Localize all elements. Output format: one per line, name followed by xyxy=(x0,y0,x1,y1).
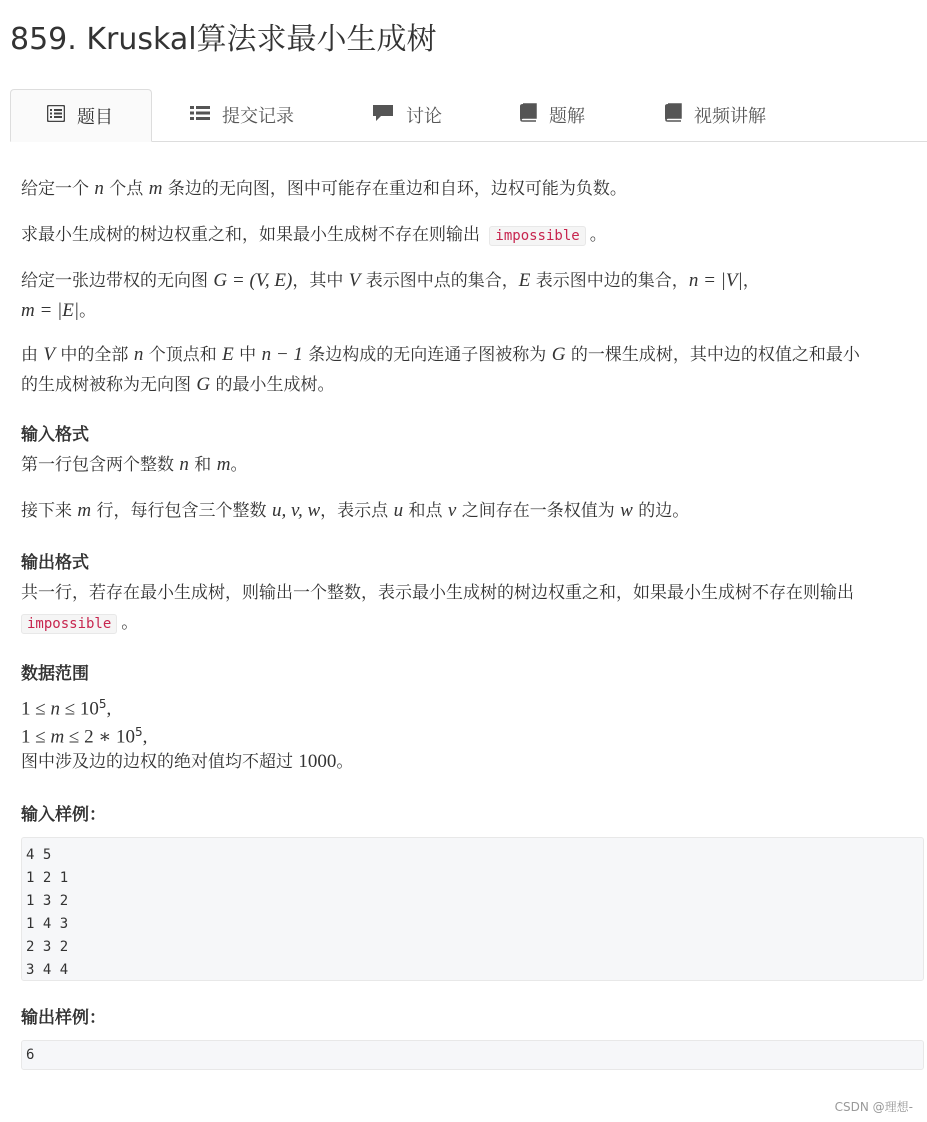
sample-output-heading: 输出样例： xyxy=(21,1008,106,1028)
desc-paragraph-4-cont: 的生成树被称为无向图 G 的最小生成树。 xyxy=(21,374,335,395)
code-line: 4 5 xyxy=(26,847,52,863)
tab-label: 题目 xyxy=(77,106,113,128)
desc-paragraph-3-cont: m = |E|。 xyxy=(21,300,97,321)
range-line-2: 1 ≤ m ≤ 2 ∗ $10^5$, xyxy=(21,725,148,748)
range-line-3: 图中涉及边的边权的绝对值均不超过 1000。 xyxy=(21,751,354,772)
tab-label: 提交记录 xyxy=(222,106,294,127)
list-alt-icon xyxy=(47,105,77,127)
watermark: CSDN @理想- xyxy=(834,1100,913,1114)
desc-paragraph-3: 给定一张边带权的无向图 G = (V, E)，其中 V 表示图中点的集合，E 表示图中边的集合，n = |V|， xyxy=(21,270,760,291)
input-format-line-2: 接下来 m 行，每行包含三个整数 u, v, w，表示点 u 和点 v 之间存在一条权值为 w 的边。 xyxy=(21,500,690,521)
tab-bar xyxy=(10,89,927,142)
range-line-1: $1 \le n \le 10^5$, xyxy=(21,697,112,720)
list-icon xyxy=(190,105,222,126)
tab-label: 讨论 xyxy=(406,106,442,127)
code-line: 3 4 4 xyxy=(26,962,69,978)
code-line: 1 4 3 xyxy=(26,916,69,932)
code-line: 2 3 2 xyxy=(26,939,69,955)
tab-label: 题解 xyxy=(549,106,585,127)
code-line: 1 2 1 xyxy=(26,870,69,886)
page-title: 859. Kruskal算法求最小生成树 xyxy=(10,22,437,57)
tab-problem[interactable] xyxy=(10,89,152,142)
range-heading: 数据范围 xyxy=(21,664,89,684)
tab-discussion[interactable] xyxy=(372,89,442,141)
inline-code: impossible xyxy=(489,226,585,246)
input-format-heading: 输入格式 xyxy=(21,425,89,445)
tab-solutions[interactable] xyxy=(519,89,585,141)
tab-submissions[interactable] xyxy=(190,89,294,141)
code-line: 1 3 2 xyxy=(26,893,69,909)
input-format-line-1: 第一行包含两个整数 n 和 m。 xyxy=(21,454,248,475)
tab-video[interactable] xyxy=(664,89,766,141)
sample-input-block[interactable] xyxy=(21,837,924,981)
desc-paragraph-1: 给定一个 n 个点 m 条边的无向图，图中可能存在重边和自环，边权可能为负数。 xyxy=(21,178,627,199)
output-format-line-1: 共一行，若存在最小生成树，则输出一个整数，表示最小生成树的树边权重之和，如果最小生成树不存在则输出 xyxy=(21,583,854,603)
book-icon xyxy=(664,103,694,127)
code-line: 6 xyxy=(26,1047,35,1063)
sample-input-heading: 输入样例： xyxy=(21,805,106,825)
book-icon xyxy=(519,103,549,127)
desc-paragraph-4: 由 V 中的全部 n 个顶点和 E 中 n − 1 条边构成的无向连通子图被称为 G 的一棵生成树，其中边的权值之和最小 xyxy=(21,344,860,365)
inline-code: impossible xyxy=(21,614,117,634)
desc-paragraph-2: 求最小生成树的树边权重之和，如果最小生成树不存在则输出 impossible 。 xyxy=(21,225,607,245)
comment-icon xyxy=(372,104,406,127)
sample-output-block[interactable] xyxy=(21,1040,924,1070)
output-format-heading: 输出格式 xyxy=(21,553,89,573)
output-format-line-2: impossible 。 xyxy=(17,608,138,639)
tab-label: 视频讲解 xyxy=(694,106,766,127)
